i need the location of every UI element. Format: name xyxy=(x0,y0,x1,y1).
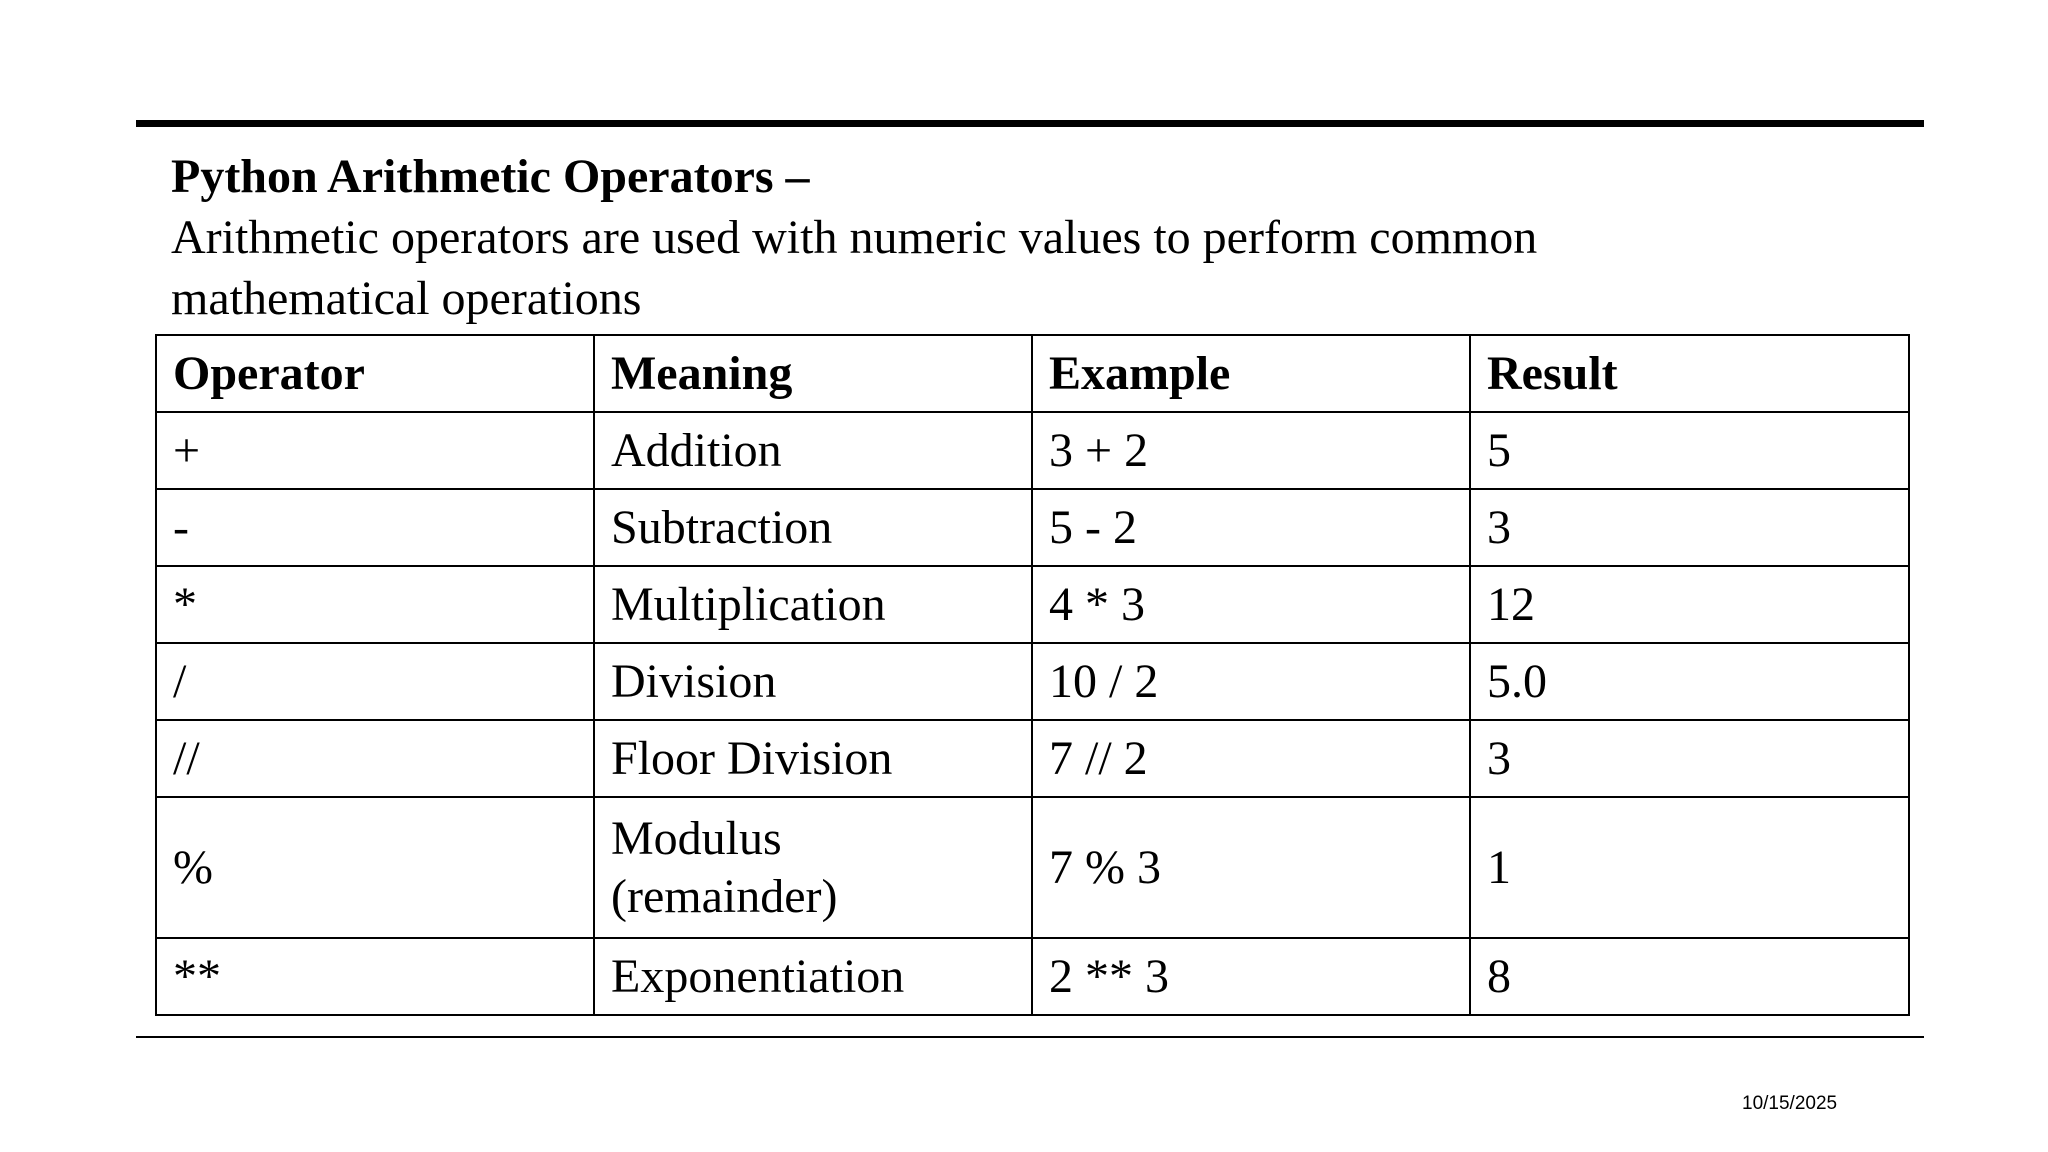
cell-operator: // xyxy=(156,720,594,797)
slide-title: Python Arithmetic Operators – xyxy=(171,150,810,203)
table-row xyxy=(156,720,1909,797)
cell-meaning: Division xyxy=(594,643,1032,720)
cell-operator: - xyxy=(156,489,594,566)
cell-operator: * xyxy=(156,566,594,643)
cell-example: 3 + 2 xyxy=(1032,412,1470,489)
cell-result: 3 xyxy=(1470,720,1909,797)
slide-heading xyxy=(171,146,1871,329)
operators-table xyxy=(155,334,1910,1016)
table-row xyxy=(156,489,1909,566)
table-row xyxy=(156,643,1909,720)
slide-date: 10/15/2025 xyxy=(1742,1093,1838,1114)
cell-operator: / xyxy=(156,643,594,720)
header-example: Example xyxy=(1032,335,1470,412)
cell-operator: ** xyxy=(156,938,594,1015)
header-operator: Operator xyxy=(156,335,594,412)
cell-operator: + xyxy=(156,412,594,489)
bottom-rule xyxy=(136,1036,1924,1038)
cell-example: 5 - 2 xyxy=(1032,489,1470,566)
cell-meaning: Floor Division xyxy=(594,720,1032,797)
slide-description: Arithmetic operators are used with numeric values to perform common mathematical operations xyxy=(171,211,1538,325)
cell-operator: % xyxy=(156,797,594,938)
cell-result: 12 xyxy=(1470,566,1909,643)
cell-result: 3 xyxy=(1470,489,1909,566)
cell-meaning: Subtraction xyxy=(594,489,1032,566)
header-result: Result xyxy=(1470,335,1909,412)
cell-result: 1 xyxy=(1470,797,1909,938)
cell-example: 7 // 2 xyxy=(1032,720,1470,797)
cell-example: 2 ** 3 xyxy=(1032,938,1470,1015)
header-meaning: Meaning xyxy=(594,335,1032,412)
cell-example: 7 % 3 xyxy=(1032,797,1470,938)
table-row xyxy=(156,797,1909,938)
cell-example: 4 * 3 xyxy=(1032,566,1470,643)
cell-example: 10 / 2 xyxy=(1032,643,1470,720)
cell-meaning: Addition xyxy=(594,412,1032,489)
table-header-row xyxy=(156,335,1909,412)
table-row xyxy=(156,566,1909,643)
cell-meaning: Multiplication xyxy=(594,566,1032,643)
cell-result: 5 xyxy=(1470,412,1909,489)
cell-meaning: Modulus (remainder) xyxy=(594,797,1032,938)
top-rule xyxy=(136,120,1924,127)
table-row xyxy=(156,938,1909,1015)
cell-result: 8 xyxy=(1470,938,1909,1015)
table-row xyxy=(156,412,1909,489)
cell-result: 5.0 xyxy=(1470,643,1909,720)
cell-meaning: Exponentiation xyxy=(594,938,1032,1015)
